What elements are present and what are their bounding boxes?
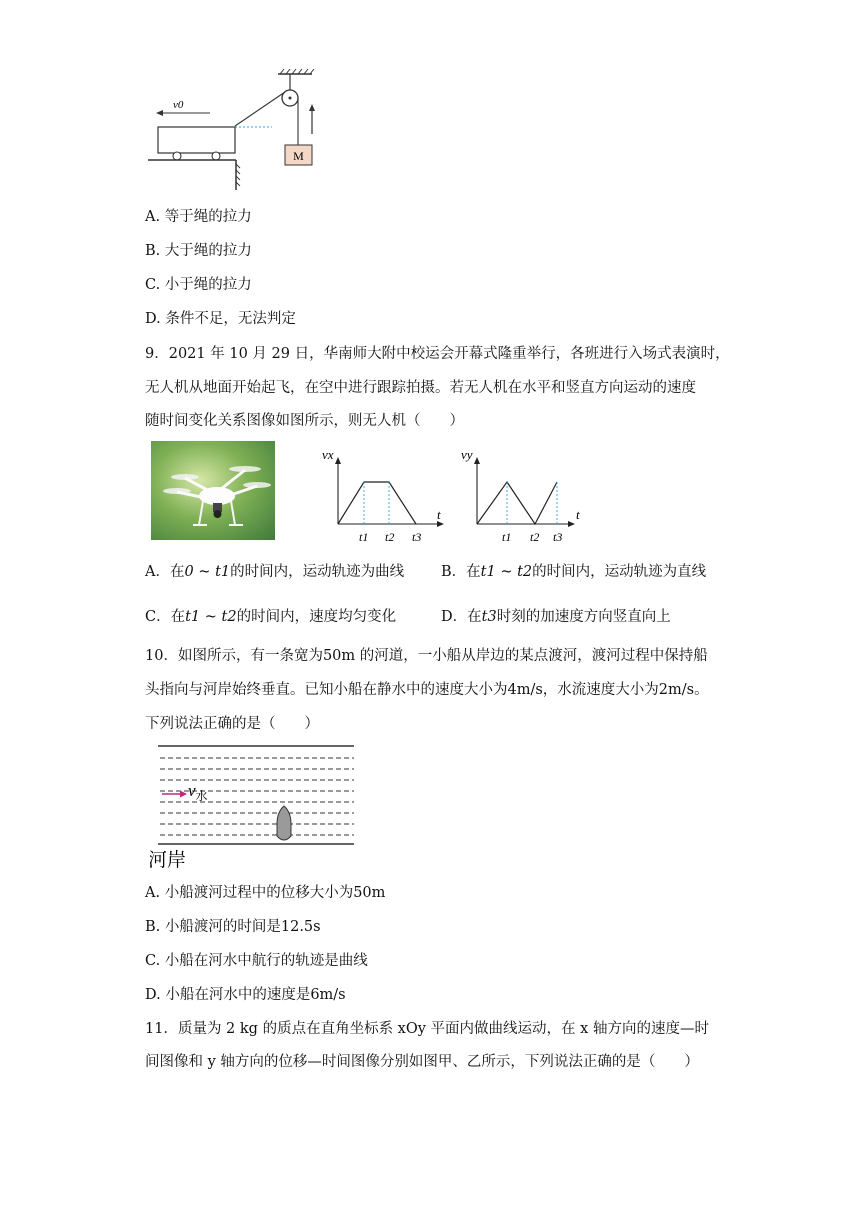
graph-vx	[316, 447, 450, 547]
q9-option-d: D．在t3时刻的加速度方向竖直向上	[441, 609, 671, 625]
q10-stem-line-3: 下列说法正确的是（ ）	[145, 716, 319, 732]
q8-option-b: B. 大于绳的拉力	[145, 243, 252, 259]
q9-option-c: C．在t1 ~ t2的时间内，速度均匀变化	[145, 609, 397, 625]
q11-stem-line-1: 11．质量为 2 kg 的质点在直角坐标系 xOy 平面内做曲线运动，在 x 轴方向的速度—时	[145, 1021, 709, 1037]
q10-stem-line-1: 10．如图所示，有一条宽为50m 的河道，一小船从岸边的某点渡河，渡河过程中保持船	[145, 648, 708, 664]
vx-tick-t1: t1	[359, 530, 369, 544]
q10-stem-line-2: 头指向与河岸始终垂直。已知小船在静水中的速度大小为4m/s，水流速度大小为2m/s。	[145, 682, 709, 698]
vy-axis-label: vy	[461, 447, 473, 462]
q11-stem-line-2: 间图像和 y 轴方向的位移—时间图像分别如图甲、乙所示，下列说法正确的是（ ）	[145, 1054, 699, 1070]
v0-label: v0	[173, 99, 184, 111]
vx-axis-label: vx	[322, 447, 334, 462]
vx-tick-t2: t2	[385, 530, 395, 544]
q8-option-c: C. 小于绳的拉力	[145, 277, 252, 293]
mass-label: M	[293, 149, 304, 163]
river-figure	[150, 740, 360, 872]
q10-option-d: D. 小船在河水中的速度是6m/s	[145, 987, 346, 1003]
q9-stem-line-3: 随时间变化关系图像如图所示，则无人机（ ）	[145, 413, 464, 429]
q8-option-d: D. 条件不足，无法判定	[145, 311, 296, 327]
vy-tick-t2: t2	[530, 530, 540, 544]
q9-option-a: A．在0 ~ t1的时间内，运动轨迹为曲线	[145, 564, 405, 580]
q10-option-c: C. 小船在河水中航行的轨迹是曲线	[145, 953, 368, 969]
vy-tick-t3: t3	[553, 530, 563, 544]
q10-option-a: A. 小船渡河过程中的位移大小为50m	[145, 885, 386, 901]
graph-vy	[457, 447, 591, 547]
q9-option-b: B．在t1 ~ t2的时间内，运动轨迹为直线	[441, 564, 707, 580]
q8-option-a: A. 等于绳的拉力	[145, 209, 252, 225]
river-bank-label: 河岸	[150, 850, 187, 871]
drone-photo	[151, 441, 275, 540]
q8-figure	[140, 66, 340, 196]
q9-stem-line-1: 9．2021 年 10 月 29 日，华南师大附中校运会开幕式隆重举行，各班进行入场式表演时，	[145, 346, 730, 362]
vx-t-label: t	[437, 507, 441, 522]
q9-stem-line-2: 无人机从地面开始起飞，在空中进行跟踪拍摄。若无人机在水平和竖直方向运动的速度	[145, 380, 696, 396]
q10-option-b: B. 小船渡河的时间是12.5s	[145, 919, 321, 935]
water-velocity-label: $v_水$	[188, 781, 208, 803]
vx-tick-t3: t3	[412, 530, 422, 544]
vy-tick-t1: t1	[502, 530, 512, 544]
vy-t-label: t	[576, 507, 580, 522]
